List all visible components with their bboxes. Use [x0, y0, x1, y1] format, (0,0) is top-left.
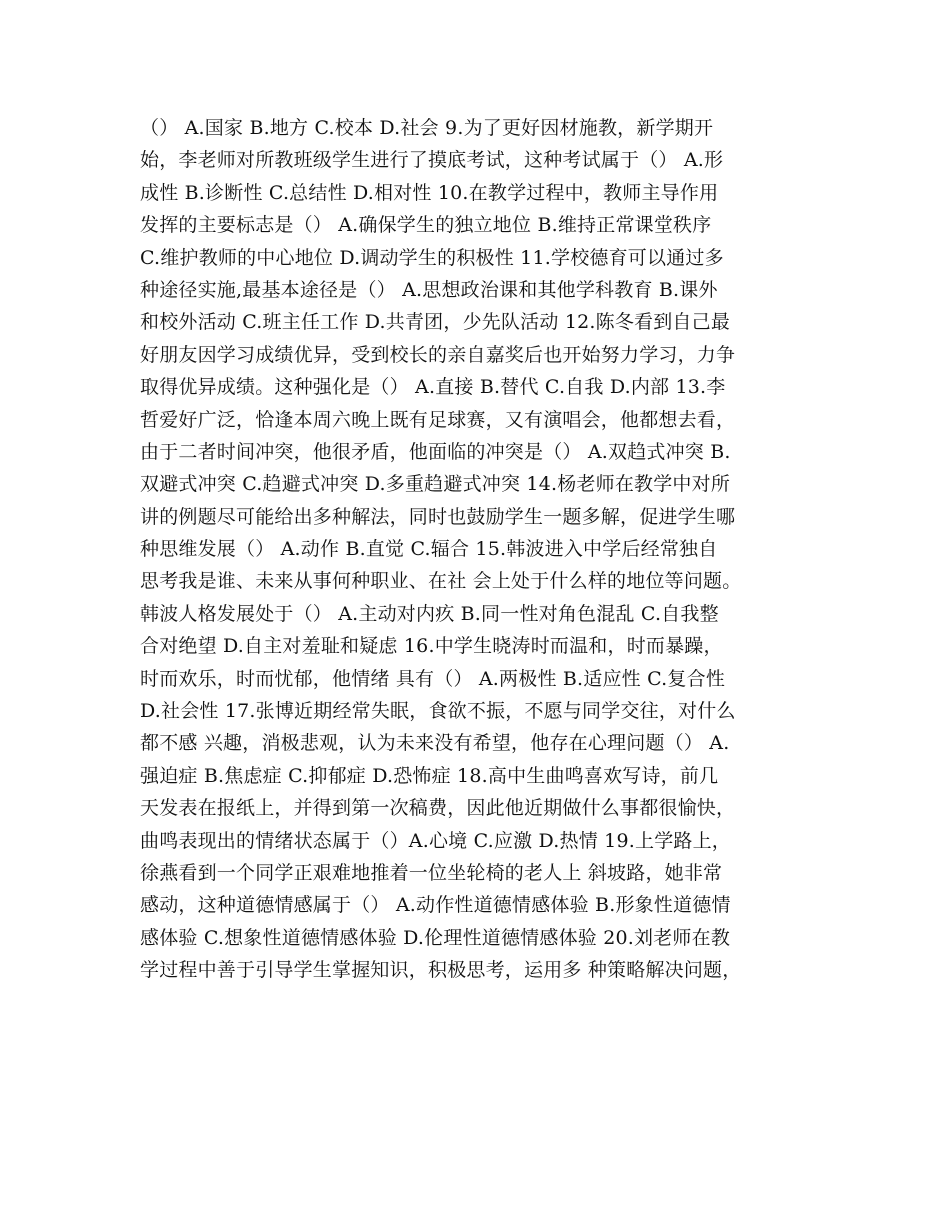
text-line: 哲爱好广泛，恰逢本周六晚上既有足球赛，又有演唱会，他都想去看，	[140, 408, 736, 431]
text-line: 强迫症 B.焦虑症 C.抑郁症 D.恐怖症 18.高中生曲鸣喜欢写诗，前几	[140, 764, 719, 787]
text-line: 好朋友因学习成绩优异，受到校长的亲自嘉奖后也开始努力学习，力争	[140, 343, 736, 366]
text-line: 发挥的主要标志是（） A.确保学生的独立地位 B.维持正常课堂秩序	[140, 214, 712, 237]
text-line: 徐燕看到一个同学正艰难地推着一位坐轮椅的老人上 斜坡路，她非常	[140, 861, 723, 884]
text-line: 始，李老师对所教班级学生进行了摸底考试，这种考试属于（） A.形	[140, 149, 724, 172]
text-line: 由于二者时间冲突，他很矛盾，他面临的冲突是（） A.双趋式冲突 B.	[140, 440, 731, 463]
text-line: 曲鸣表现出的情绪状态属于（）A.心境 C.应激 D.热情 19.上学路上，	[140, 829, 731, 852]
text-line: 学过程中善于引导学生掌握知识，积极思考，运用多 种策略解决问题，	[140, 959, 742, 982]
text-line: 思考我是谁、未来从事何种职业、在社 会上处于什么样的地位等问题。	[140, 570, 742, 593]
text-line: 成性 B.诊断性 C.总结性 D.相对性 10.在教学过程中，教师主导作用	[140, 181, 719, 204]
text-line: （） A.国家 B.地方 C.校本 D.社会 9.为了更好因材施教，新学期开	[140, 117, 714, 139]
text-line: 感体验 C.想象性道德情感体验 D.伦理性道德情感体验 20.刘老师在教	[140, 926, 731, 949]
text-line: 时而欢乐，时而忧郁，他情绪 具有（） A.两极性 B.适应性 C.复合性	[140, 667, 726, 690]
text-line: 双避式冲突 C.趋避式冲突 D.多重趋避式冲突 14.杨老师在教学中对所	[140, 473, 731, 496]
text-line: 种思维发展（） A.动作 B.直觉 C.辐合 15.韩波进入中学后经常独自	[140, 538, 718, 561]
text-line: 讲的例题尽可能给出多种解法，同时也鼓励学生一题多解，促进学生哪	[140, 505, 736, 528]
document-body	[140, 112, 820, 987]
text-line: C.维护教师的中心地位 D.调动学生的积极性 11.学校德育可以通过多	[140, 246, 724, 269]
text-line: 和校外活动 C.班主任工作 D.共青团，少先队活动 12.陈冬看到自己最	[140, 311, 731, 334]
text-line: 取得优异成绩。这种强化是（） A.直接 B.替代 C.自我 D.内部 13.李	[140, 376, 726, 399]
text-line: 感动，这种道德情感属于（） A.动作性道德情感体验 B.形象性道德情	[140, 894, 731, 917]
text-line: 都不感 兴趣，消极悲观，认为未来没有希望，他存在心理问题（） A.	[140, 732, 730, 755]
text-line: 天发表在报纸上，并得到第一次稿费，因此他近期做什么事都很愉快，	[140, 797, 736, 820]
text-line: D.社会性 17.张博近期经常失眠，食欲不振，不愿与同学交往，对什么	[140, 700, 736, 723]
text-line: 韩波人格发展处于（） A.主动对内疚 B.同一性对角色混乱 C.自我整	[140, 602, 719, 625]
text-line: 种途径实施,最基本途径是（） A.思想政治课和其他学科教育 B.课外	[140, 278, 718, 301]
text-line: 合对绝望 D.自主对羞耻和疑虑 16.中学生晓涛时而温和，时而暴躁，	[140, 635, 723, 658]
